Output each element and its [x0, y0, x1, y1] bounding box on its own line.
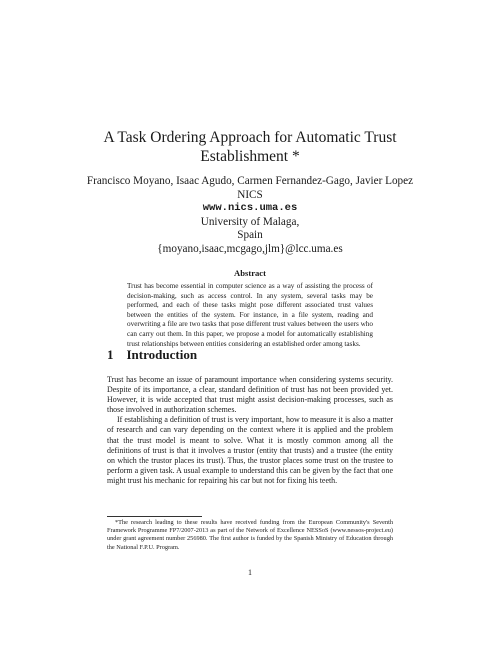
paper-title — [60, 128, 440, 166]
author-country: Spain — [237, 229, 263, 242]
section-heading — [107, 347, 197, 363]
author-website: www.nics.uma.es — [202, 202, 298, 215]
page-number: 1 — [248, 568, 252, 577]
author-group: NICS — [237, 188, 263, 201]
author-university: University of Malaga, — [200, 215, 300, 228]
author-block — [60, 175, 440, 257]
title-line-2: Establishment * — [200, 148, 300, 165]
section-number: 1 — [107, 347, 114, 362]
footnote-divider — [107, 516, 202, 517]
abstract-heading: Abstract — [234, 268, 266, 278]
section-title: Introduction — [126, 347, 198, 362]
body-text — [107, 375, 393, 486]
author-emails: {moyano,isaac,mcgago,jlm}@lcc.uma.es — [157, 242, 343, 255]
body-paragraph: Trust has become an issue of paramount importance when considering systems security. Despite of its importance, a clear, standard definition of trust has not been provided yet. However, it is wide accepted that trust might assist decision-making processes, such as those involved in authorization schemes. — [107, 375, 393, 415]
author-names: Francisco Moyano, Isaac Agudo, Carmen Fernandez-Gago, Javier Lopez — [86, 175, 414, 187]
body-paragraph: If establishing a definition of trust is very important, how to measure it is also a matter of research and can vary depending on the context where it is applied and the problem that the trust model is meant to solve. What it is mostly common among all the definitions of trust is that it involves a trustor (entity that trusts) and a trustee (the entity on which the trustor places its trust). Thus, the trustor places some trust on the trustee to perform a given task. A usual example to understand this can be given by the fact that one might trust his mechanic for repairing his car but not for fixing his teeth. — [107, 415, 393, 485]
title-line-1: A Task Ordering Approach for Automatic Trust — [103, 129, 397, 146]
footnote: *The research leading to these results have received funding from the European Community's Seventh Framework Programme FP7/2007-2013 as part of the Network of Excellence NESSoS (www.nessos-project.eu) under grant agreement number 256980. The first author is funded by the Spanish Ministry of Education through the National F.P.U. Program. — [107, 519, 393, 551]
abstract-text: Trust has become essential in computer science as a way of assisting the process of decision-making, such as access control. In any system, several tasks may be performed, and each of these tasks might pose different associated trust values between the entities of the system. For instance, in a file system, reading and overwriting a file are two tasks that pose different trust values between the users who can carry out them. In this paper, we propose a model for automatically establishing trust relationships between entities considering an established order among tasks. — [127, 282, 373, 348]
